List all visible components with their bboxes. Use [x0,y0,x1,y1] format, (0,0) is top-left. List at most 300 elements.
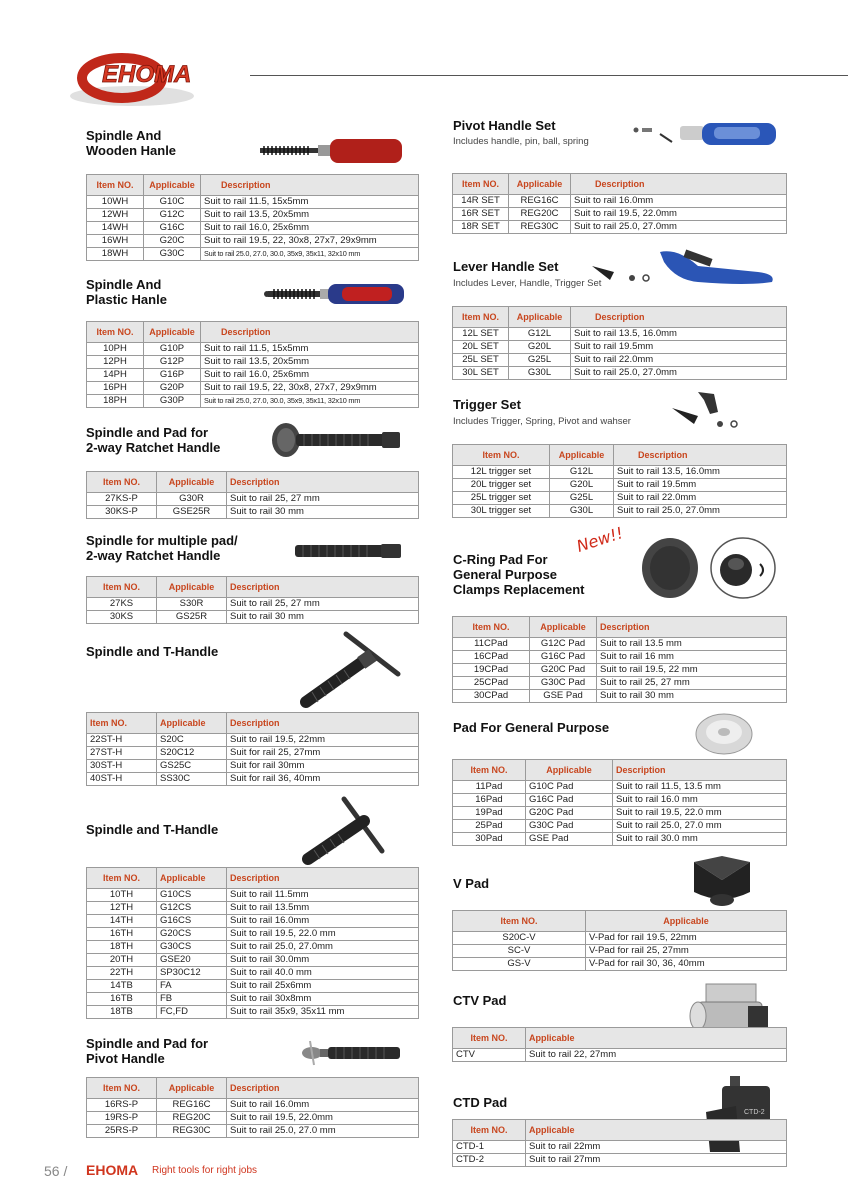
table-row [453,328,787,341]
metal-pad-icon [692,710,756,756]
cell: 14R SET [453,195,509,208]
table-row [87,395,419,408]
table-row [87,734,419,747]
table-row [453,794,787,807]
cell: GSE20 [157,954,227,967]
table-wooden-handle [86,174,419,261]
table-row [87,747,419,760]
cell: 18WH [87,248,144,261]
col-header: Applicable [550,445,614,466]
col-header: Item NO. [453,617,530,638]
cell: REG30C [509,221,571,234]
cell: Suit to rail 19.5, 22.0 mm [227,928,419,941]
cell: Suit to rail 25, 27 mm [227,598,419,611]
table-row [87,993,419,1006]
col-header: Applicable [509,174,571,195]
cell: GSE Pad [530,690,597,703]
cell: Suit to rail 13.5, 20x5mm [201,356,419,369]
cell: 12TH [87,902,157,915]
cell: Suit to rail 16.0mm [227,1099,419,1112]
cell: 27KS-P [87,493,157,506]
cell: 11CPad [453,638,530,651]
table-row [453,1154,787,1167]
cell: G16C [144,222,201,235]
cell: 40ST-H [87,773,157,786]
col-header: Applicable [144,322,201,343]
cell: 27ST-H [87,747,157,760]
section-title: Spindle and T-Handle [86,644,219,659]
cell: Suit to rail 22, 27mm [526,1049,787,1062]
table-plastic-handle [86,321,419,408]
cell: SP30C12 [157,967,227,980]
cell: V-Pad for rail 25, 27mm [586,945,787,958]
table-row [453,341,787,354]
cell: REG20C [157,1112,227,1125]
table-row [453,479,787,492]
cell: FB [157,993,227,1006]
col-header: Applicable [530,617,597,638]
table-row [453,1049,787,1062]
col-header: Item NO. [87,1078,157,1099]
cell: 30L trigger set [453,505,550,518]
cell: GS25C [157,760,227,773]
cell: Suit to rail 13.5, 20x5mm [201,209,419,222]
col-header: Applicable [509,307,571,328]
col-header: Applicable [157,1078,227,1099]
col-header: Description [201,322,419,343]
table-row [87,493,419,506]
table-row [453,221,787,234]
v-pad-icon [690,852,754,908]
col-header: Description [227,472,419,493]
cell: G30C [144,248,201,261]
cell: REG16C [509,195,571,208]
section-title: Lever Handle Set [453,259,559,274]
cell: G20C [144,235,201,248]
cell: 16Pad [453,794,526,807]
cell: Suit to rail 16.0mm [227,915,419,928]
table-row [87,760,419,773]
section-title: CTV Pad [453,993,507,1008]
table-pivot-handle-set [452,173,787,234]
cell: Suit to rail 22.0mm [614,492,787,505]
table-ratchet-pad [86,471,419,519]
table-t-handle-1 [86,712,419,786]
table-row [87,967,419,980]
cell: Suit to rail 13.5, 16.0mm [614,466,787,479]
col-header: Item NO. [87,577,157,598]
cell: Suit to rail 16.0, 25x6mm [201,369,419,382]
table-row [87,382,419,395]
section-title: Pad For General Purpose [453,720,610,735]
cell: 14WH [87,222,144,235]
cell: GSE25R [157,506,227,519]
cell: G16C Pad [526,794,613,807]
table-row [87,209,419,222]
cell: 16TB [87,993,157,1006]
cell: 30ST-H [87,760,157,773]
table-row [453,638,787,651]
cell: Suit to rail 19.5mm [571,341,787,354]
cell: Suit to rail 16 mm [597,651,787,664]
table-c-ring-pad [452,616,787,703]
cell: Suit to rail 16.0, 25x6mm [201,222,419,235]
cell: G30C Pad [526,820,613,833]
cell: 19RS-P [87,1112,157,1125]
cell: S20C12 [157,747,227,760]
table-general-pad [452,759,787,846]
table-ratchet-spindle [86,576,419,624]
cell: G20CS [157,928,227,941]
table-row [453,677,787,690]
col-header: Item NO. [453,1120,526,1141]
table-row [453,932,787,945]
section-subtitle: Includes Lever, Handle, Trigger Set [453,278,602,289]
section-title: Pivot Handle Set [453,118,556,133]
section-title: V Pad [453,876,490,891]
cell: 14TB [87,980,157,993]
table-row [87,1006,419,1019]
cell: 10PH [87,343,144,356]
table-row [87,773,419,786]
cell: G16P [144,369,201,382]
table-row [453,807,787,820]
col-header: Item NO. [87,322,144,343]
c-ring-pad-icon [638,528,778,608]
cell: G12L [550,466,614,479]
col-header: Item NO. [453,445,550,466]
trigger-set-icon [668,386,748,432]
table-row [87,915,419,928]
cell: Suit to rail 40.0 mm [227,967,419,980]
table-row [453,833,787,846]
cell: Suit to rail 35x9, 35x11 mm [227,1006,419,1019]
cell: Suit to rail 19.5, 22.0 mm [613,807,787,820]
cell: 18TH [87,941,157,954]
table-v-pad [452,910,787,971]
cell: GS-V [453,958,586,971]
table-row [87,889,419,902]
cell: G16CS [157,915,227,928]
cell: Suit to rail 30.0 mm [613,833,787,846]
cell: G10P [144,343,201,356]
cell: Suit to rail 11.5mm [227,889,419,902]
cell: Suit to rail 19.5, 22 mm [597,664,787,677]
col-header: Applicable [157,577,227,598]
table-row [87,235,419,248]
cell: 30KS [87,611,157,624]
cell: 30KS-P [87,506,157,519]
cell: Suit to rail 25x6mm [227,980,419,993]
cell: G12L [509,328,571,341]
col-header: Description [227,1078,419,1099]
col-header: Item NO. [453,174,509,195]
cell: G10CS [157,889,227,902]
cell: G30CS [157,941,227,954]
cell: 27KS [87,598,157,611]
cell: Suit to rail 19.5, 22.0mm [571,208,787,221]
col-header: Description [614,445,787,466]
header-rule [250,75,848,76]
cell: Suit to rail 25, 27 mm [227,493,419,506]
cell: Suit to rail 25.0, 27.0mm [571,221,787,234]
cell: G12CS [157,902,227,915]
cell: 20TH [87,954,157,967]
table-row [87,1099,419,1112]
cell: 16TH [87,928,157,941]
table-row [453,492,787,505]
section-title: Spindle And Plastic Hanle [86,277,167,307]
cell: G25L [550,492,614,505]
cell: 10TH [87,889,157,902]
cell: S20C-V [453,932,586,945]
table-pivot-spindle [86,1077,419,1138]
wooden-handle-spindle-icon [258,135,406,165]
cell: 16R SET [453,208,509,221]
cell: G30L [550,505,614,518]
table-t-handle-2 [86,867,419,1019]
cell: 30L SET [453,367,509,380]
cell: CTD-1 [453,1141,526,1154]
col-header: Description [227,577,419,598]
pivot-spindle-pad-icon [298,1036,408,1070]
cell: G20L [550,479,614,492]
cell: 25L trigger set [453,492,550,505]
table-row [87,611,419,624]
cell: FA [157,980,227,993]
table-row [453,820,787,833]
cell: 14PH [87,369,144,382]
cell: Suit to rail 11.5, 15x5mm [201,196,419,209]
cell: G30L [509,367,571,380]
cell: Suit to rail 16.0 mm [613,794,787,807]
col-header: Description [571,174,787,195]
cell: 16PH [87,382,144,395]
cell: Suit to rail 25.0, 27.0, 30.0, 35x9, 35x11, 32x10 mm [201,395,419,408]
col-header: Applicable [157,472,227,493]
table-trigger-set [452,444,787,518]
table-row [87,222,419,235]
cell: G20C Pad [530,664,597,677]
col-header: Description [597,617,787,638]
table-ctd-pad [452,1119,787,1167]
table-row [453,208,787,221]
cell: 12L SET [453,328,509,341]
col-header: Applicable [157,713,227,734]
col-header: Applicable [144,175,201,196]
cell: REG16C [157,1099,227,1112]
col-header: Applicable [586,911,787,932]
cell: 19Pad [453,807,526,820]
cell: Suit to rail 30 mm [227,506,419,519]
col-header: Item NO. [453,760,526,781]
cell: 22TH [87,967,157,980]
table-row [87,343,419,356]
cell: 25L SET [453,354,509,367]
cell: Suit to rail 13.5mm [227,902,419,915]
cell: Suit to rail 19.5, 22.0mm [227,1112,419,1125]
cell: S20C [157,734,227,747]
cell: G12C Pad [530,638,597,651]
section-subtitle: Includes handle, pin, ball, spring [453,136,589,147]
col-header: Description [227,868,419,889]
table-row [87,1125,419,1138]
section-title: Spindle and Pad for Pivot Handle [86,1036,209,1066]
cell: Suit for rail 25, 27mm [227,747,419,760]
table-row [87,941,419,954]
table-row [87,954,419,967]
cell: 18PH [87,395,144,408]
cell: SS30C [157,773,227,786]
table-row [453,195,787,208]
cell: 16RS-P [87,1099,157,1112]
pivot-handle-set-icon [630,118,780,152]
cell: G10C [144,196,201,209]
table-row [87,902,419,915]
lever-handle-set-icon [588,244,783,294]
cell: 25RS-P [87,1125,157,1138]
table-row [87,506,419,519]
col-header: Applicable [526,760,613,781]
cell: 12L trigger set [453,466,550,479]
cell: 16CPad [453,651,530,664]
cell: Suit to rail 19.5, 22, 30x8, 27x7, 29x9mm [201,235,419,248]
cell: REG30C [157,1125,227,1138]
section-title: CTD Pad [453,1095,508,1110]
cell: CTD-2 [453,1154,526,1167]
cell: G30R [157,493,227,506]
cell: 20L SET [453,341,509,354]
table-row [87,928,419,941]
new-badge: New!! [574,523,626,556]
cell: 11Pad [453,781,526,794]
cell: Suit to rail 11.5, 13.5 mm [613,781,787,794]
table-row [453,466,787,479]
cell: G12P [144,356,201,369]
cell: 14TH [87,915,157,928]
col-header: Applicable [526,1120,787,1141]
col-header: Description [571,307,787,328]
col-header: Applicable [526,1028,787,1049]
cell: Suit to rail 11.5, 15x5mm [201,343,419,356]
ratchet-spindle-icon [293,540,405,562]
plastic-handle-spindle-icon [262,280,410,308]
cell: SC-V [453,945,586,958]
cell: GS25R [157,611,227,624]
cell: Suit to rail 25.0, 27.0 mm [613,820,787,833]
cell: 25CPad [453,677,530,690]
table-row [453,664,787,677]
cell: Suit to rail 25.0, 27.0 mm [227,1125,419,1138]
cell: Suit to rail 27mm [526,1154,787,1167]
col-header: Description [201,175,419,196]
col-header: Description [227,713,419,734]
t-handle-spindle-icon [298,795,410,867]
footer-tagline: Right tools for right jobs [152,1165,258,1176]
table-row [87,196,419,209]
cell: Suit for rail 36, 40mm [227,773,419,786]
table-row [453,367,787,380]
page-number: 56 / [44,1163,68,1179]
col-header: Item NO. [87,868,157,889]
cell: Suit to rail 19.5mm [614,479,787,492]
cell: S30R [157,598,227,611]
table-row [453,690,787,703]
cell: Suit to rail 25, 27 mm [597,677,787,690]
cell: Suit to rail 19.5, 22, 30x8, 27x7, 29x9mm [201,382,419,395]
cell: 19CPad [453,664,530,677]
col-header: Item NO. [87,713,157,734]
cell: G30C Pad [530,677,597,690]
cell: Suit to rail 30.0mm [227,954,419,967]
cell: V-Pad for rail 30, 36, 40mm [586,958,787,971]
cell: Suit to rail 25.0, 27.0, 30.0, 35x9, 35x11, 32x10 mm [201,248,419,261]
cell: 10WH [87,196,144,209]
cell: Suit to rail 13.5, 16.0mm [571,328,787,341]
table-row [453,945,787,958]
cell: Suit to rail 13.5 mm [597,638,787,651]
cell: Suit to rail 16.0mm [571,195,787,208]
cell: 30Pad [453,833,526,846]
table-row [453,651,787,664]
table-lever-handle-set [452,306,787,380]
col-header: Item NO. [87,472,157,493]
cell: 30CPad [453,690,530,703]
footer-brand: EHOMA [86,1162,139,1178]
col-header: Item NO. [453,1028,526,1049]
cell: Suit to rail 25.0, 27.0mm [571,367,787,380]
table-row [453,958,787,971]
cell: Suit to rail 19.5, 22mm [227,734,419,747]
col-header: Applicable [157,868,227,889]
cell: G20L [509,341,571,354]
section-title: Trigger Set [453,397,521,412]
t-handle-spindle-icon [298,630,410,710]
cell: G10C Pad [526,781,613,794]
section-title: C-Ring Pad For General Purpose Clamps Replacement [453,552,585,597]
cell: Suit to rail 22.0mm [571,354,787,367]
cell: Suit to rail 22mm [526,1141,787,1154]
section-title: Spindle and T-Handle [86,822,219,837]
cell: 12WH [87,209,144,222]
cell: CTV [453,1049,526,1062]
cell: G16C Pad [530,651,597,664]
cell: 16WH [87,235,144,248]
col-header: Item NO. [453,307,509,328]
col-header: Item NO. [87,175,144,196]
cell: G25L [509,354,571,367]
section-subtitle: Includes Trigger, Spring, Pivot and wahser [453,416,631,427]
table-row [453,1141,787,1154]
cell: G12C [144,209,201,222]
cell: V-Pad for rail 19.5, 22mm [586,932,787,945]
cell: 18R SET [453,221,509,234]
cell: G30P [144,395,201,408]
cell: G20P [144,382,201,395]
col-header: Description [613,760,787,781]
col-header: Item NO. [453,911,586,932]
cell: 18TB [87,1006,157,1019]
table-row [453,505,787,518]
table-row [453,354,787,367]
cell: 12PH [87,356,144,369]
cell: 20L trigger set [453,479,550,492]
svg-text:EHOMA: EHOMA [102,61,192,88]
cell: GSE Pad [526,833,613,846]
brand-logo [62,44,242,114]
table-row [87,248,419,261]
table-row [87,369,419,382]
